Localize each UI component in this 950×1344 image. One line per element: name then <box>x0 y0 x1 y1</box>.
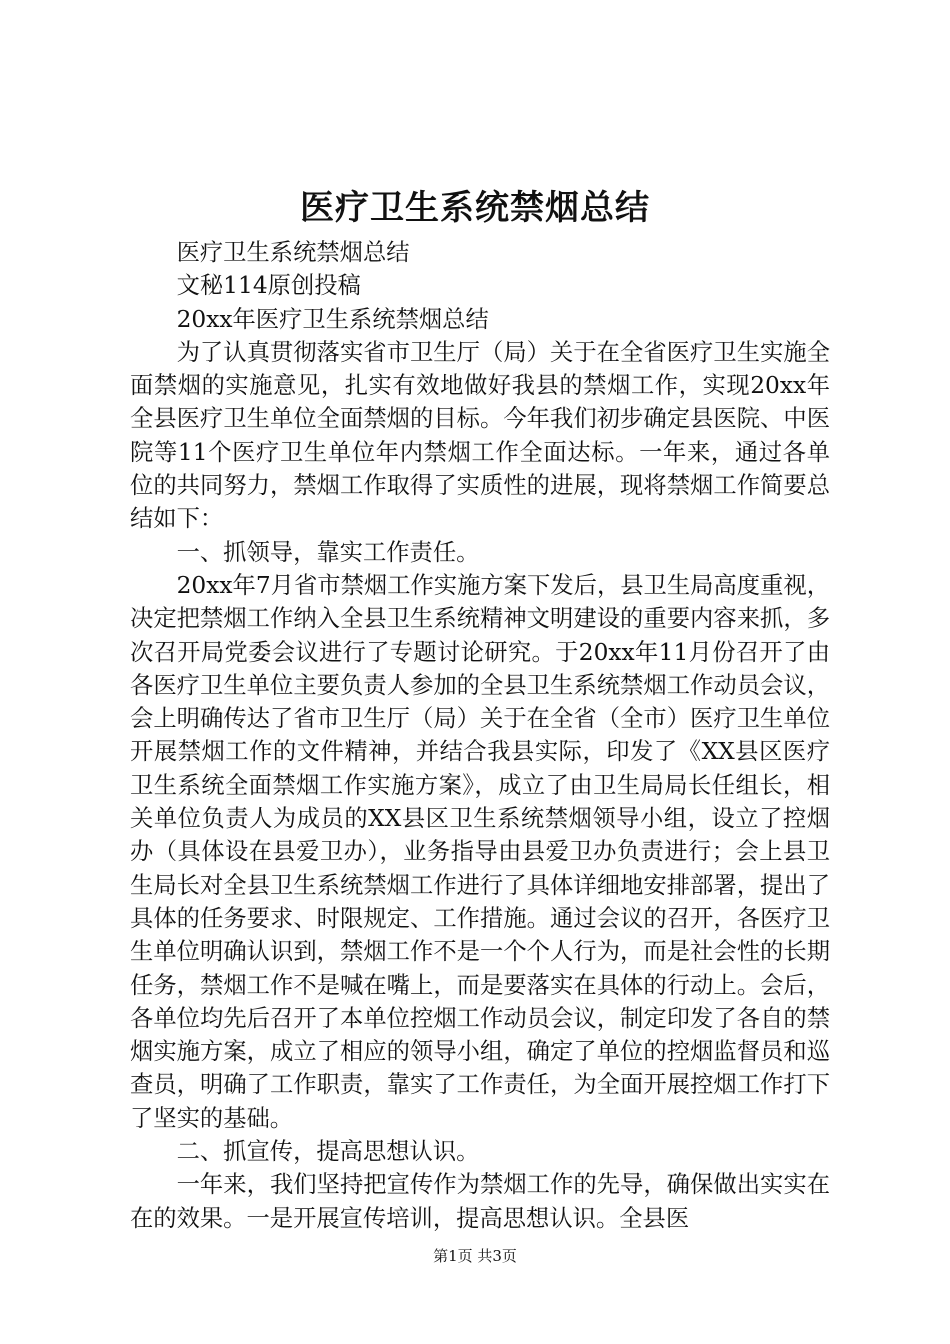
page-footer: 第1页 共3页 <box>433 1247 517 1265</box>
paragraph-subtitle: 医疗卫生系统禁烟总结 <box>176 239 410 266</box>
paragraph-heading: 20xx年医疗卫生系统禁烟总结 <box>176 305 489 333</box>
paragraph-source: 文秘114原创投稿 <box>176 272 361 300</box>
document-body <box>130 236 830 1235</box>
section-heading-2: 二、抓宣传，提高思想认识。 <box>176 1138 480 1166</box>
paragraph-section-1: 20xx年7月省市禁烟工作实施方案下发后，县卫生局高度重视，决定把禁烟工作纳入全县卫生系统精神文明建设的重要内容来抓，多次召开局党委会议进行了专题讨论研究。于20xx年11月份召开了由各医疗卫生单位主要负责人参加的全县卫生系统禁烟工作动员会议，会上明确传达了省市卫生厅（局）关于在全省（全市）医疗卫生单位开展禁烟工作的文件精神，并结合我县实际，印发了《XX县区医疗卫生系统全面禁烟工作实施方案》，成立了由卫生局局长任组长，相关单位负责人为成员的XX县区卫生系统禁烟领导小组，设立了控烟办（具体设在县爱卫办），业务指导由县爱卫办负责进行；会上县卫生局长对全县卫生系统禁烟工作进行了具体详细地安排部署，提出了具体的任务要求、时限规定、工作措施。通过会议的召开，各医疗卫生单位明确认识到，禁烟工作不是一个个人行为，而是社会性的长期任务，禁烟工作不是喊在嘴上，而是要落实在具体的行动上。会后，各单位均先后召开了本单位控烟工作动员会议，制定印发了各自的禁烟实施方案，成立了相应的领导小组，确定了单位的控烟监督员和巡查员，明确了工作职责，靠实了工作责任，为全面开展控烟工作打下了坚实的基础。 <box>130 571 830 1132</box>
section-heading-1: 一、抓领导，靠实工作责任。 <box>176 538 480 566</box>
paragraph-section-2: 一年来，我们坚持把宣传作为禁烟工作的先导，确保做出实实在在的效果。一是开展宣传培训，提高思想认识。全县医 <box>130 1171 830 1232</box>
document-title: 医疗卫生系统禁烟总结 <box>300 188 650 228</box>
paragraph-intro: 为了认真贯彻落实省市卫生厅（局）关于在全省医疗卫生实施全面禁烟的实施意见，扎实有效地做好我县的禁烟工作，实现20xx年全县医疗卫生单位全面禁烟的目标。今年我们初步确定县医院、中医院等11个医疗卫生单位年内禁烟工作全面达标。一年来，通过各单位的共同努力，禁烟工作取得了实质性的进展，现将禁烟工作简要总结如下： <box>130 338 830 533</box>
